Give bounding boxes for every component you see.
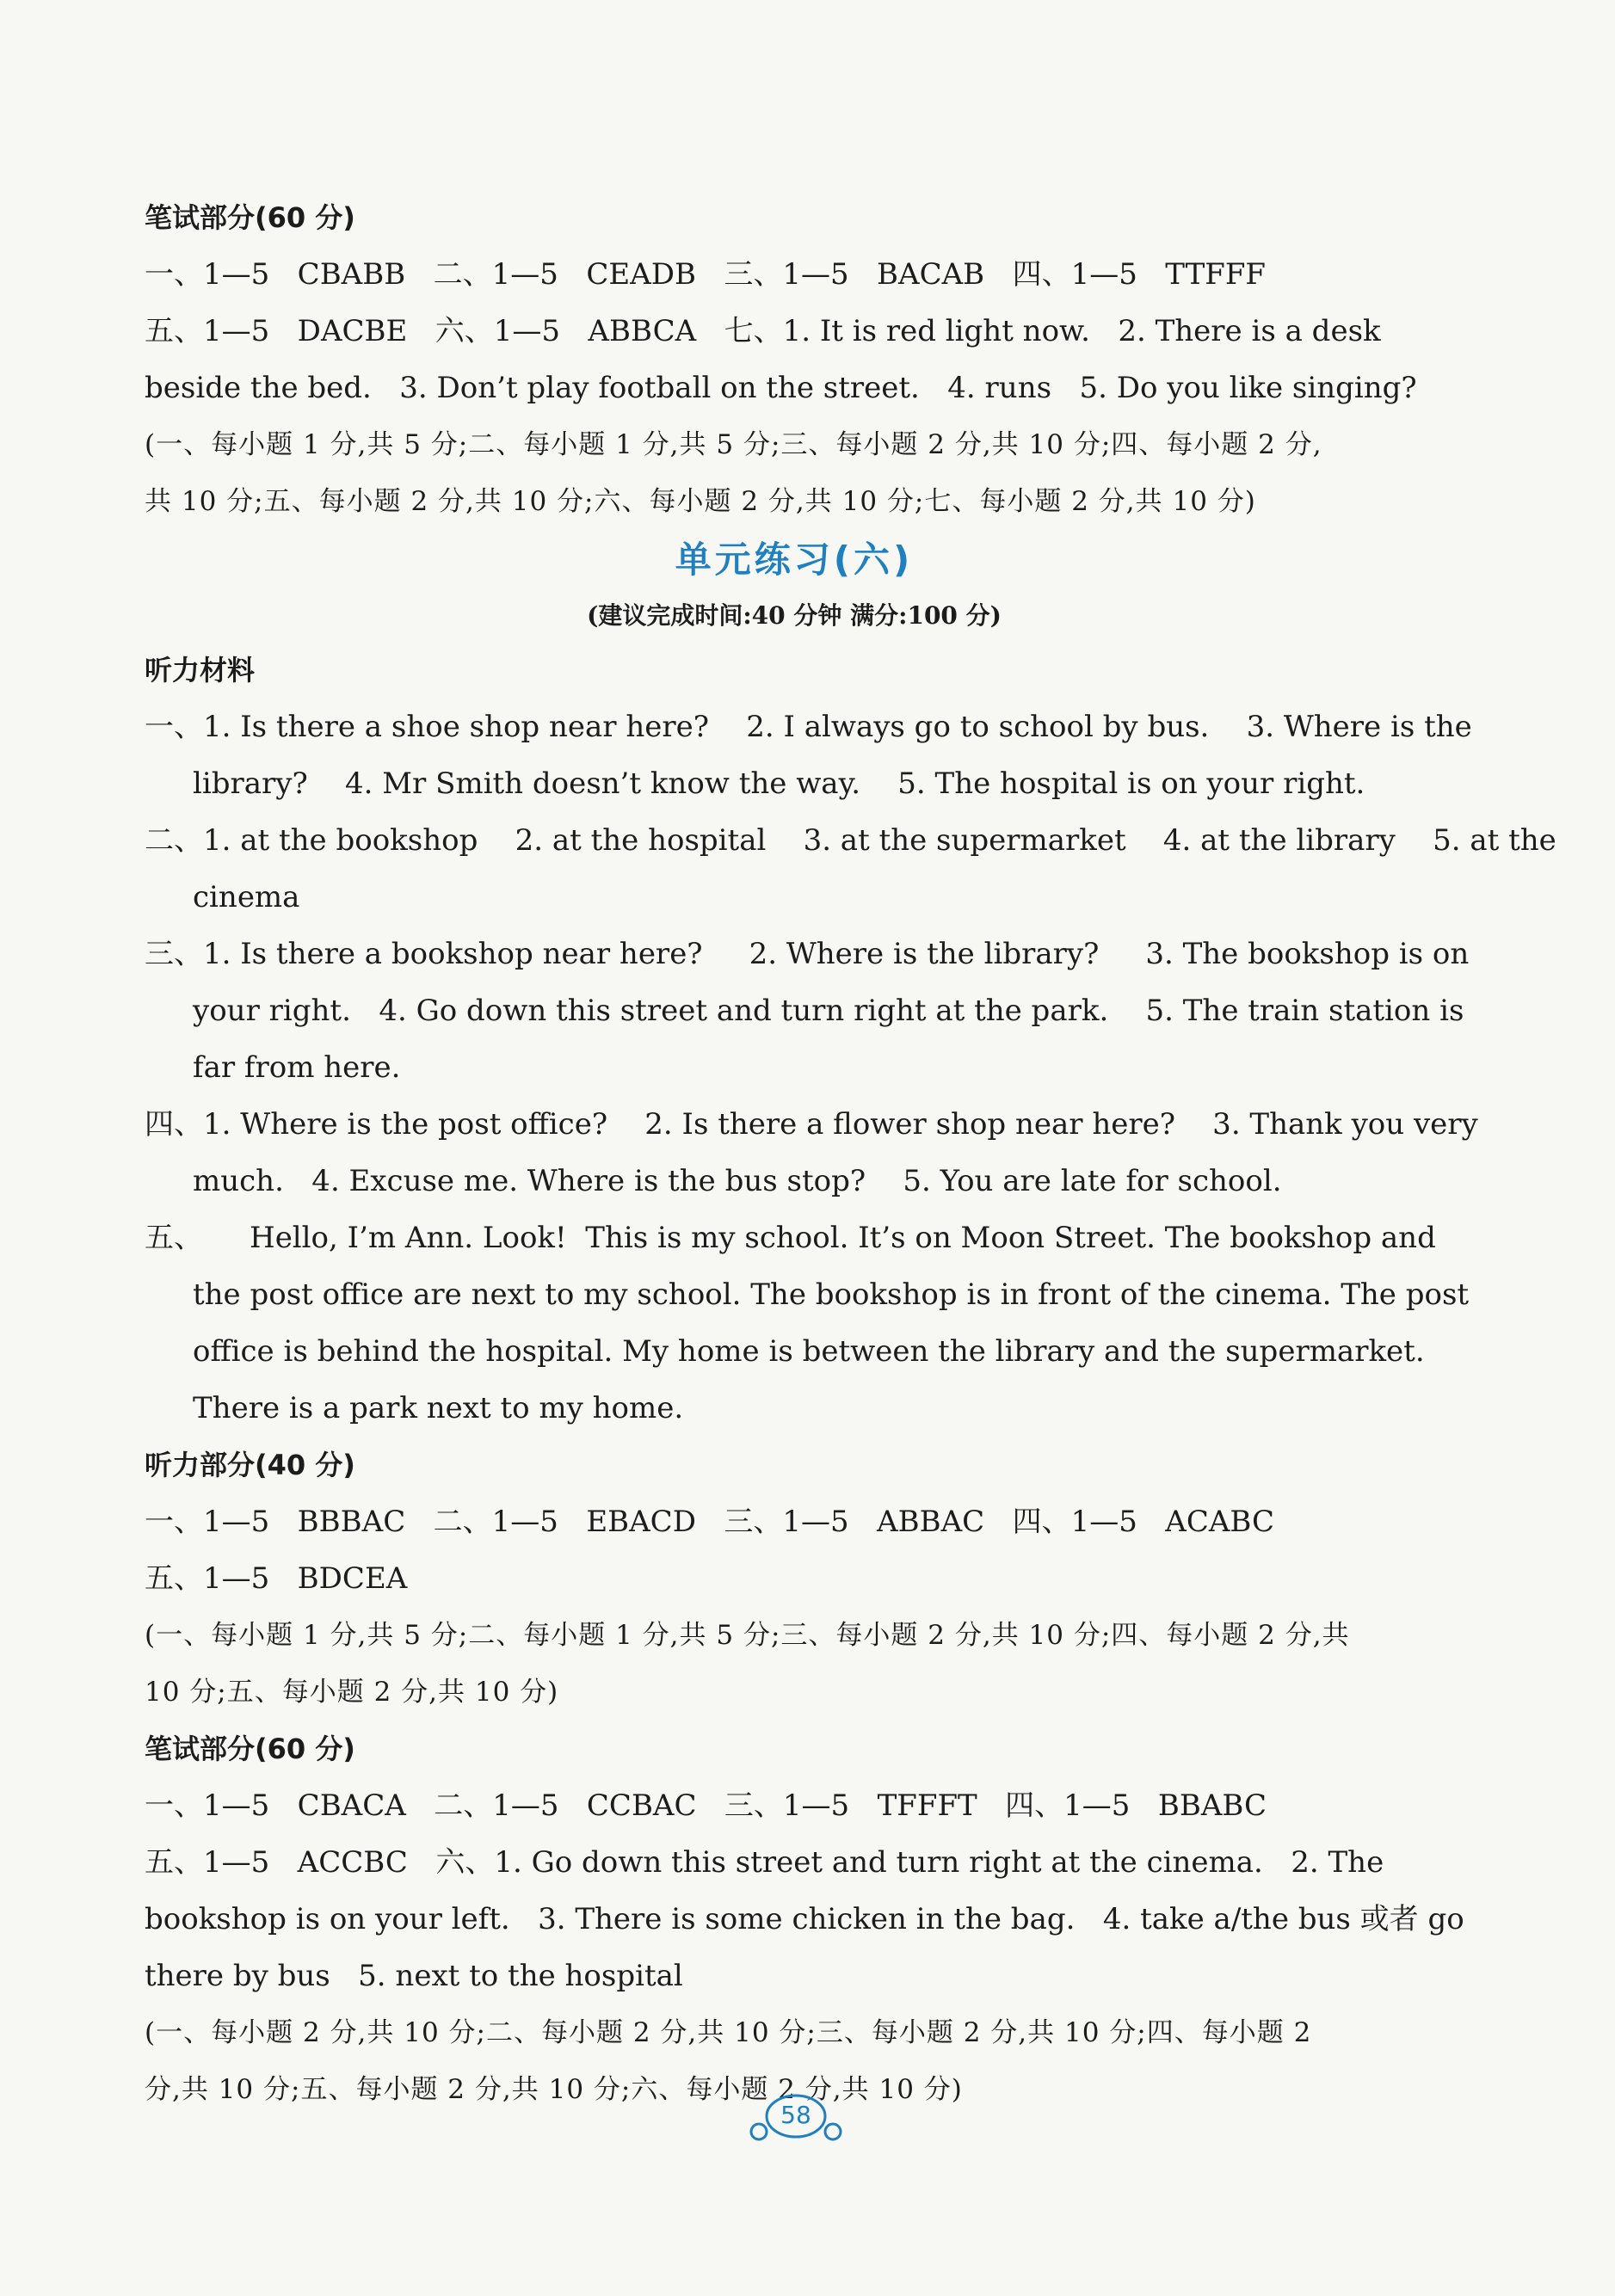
listening-material-line: 三、1. Is there a bookshop near here? 2. Where is the library? 3. The bookshop is on <box>145 937 1470 971</box>
written-section-heading: 笔试部分(60 分) <box>145 1733 355 1765</box>
scoring-line: (一、每小题 2 分,共 10 分;二、每小题 2 分,共 10 分;三、每小题 2 分,共 10 分;四、每小题 2 <box>145 2017 1312 2048</box>
listening-material-line: 五、 Hello, I’m Ann. Look! This is my school. It’s on Moon Street. The bookshop and <box>145 1221 1436 1255</box>
page-number: 58 <box>780 2101 811 2129</box>
answer-line: 五、1—5 DACBE 六、1—5 ABBCA 七、1. It is red light now. 2. There is a desk <box>145 314 1381 348</box>
listening-material-lines <box>145 699 1556 1437</box>
listening-material-line: your right. 4. Go down this street and turn right at the park. 5. The train station is <box>193 994 1464 1028</box>
listening-material-line: far from here. <box>193 1050 401 1085</box>
listening-material-line: the post office are next to my school. The bookshop is in front of the cinema. The post <box>193 1277 1470 1312</box>
answer-line: there by bus 5. next to the hospital <box>145 1959 683 1993</box>
unit-title: 单元练习(六) <box>675 539 914 581</box>
answer-line: 五、1—5 ACCBC 六、1. Go down this street and turn right at the cinema. 2. The <box>145 1845 1384 1880</box>
listening-material-line: cinema <box>193 880 300 914</box>
answer-line: 一、1—5 CBABB 二、1—5 CEADB 三、1—5 BACAB 四、1—5 TTFFF <box>145 257 1267 292</box>
answer-line: beside the bed. 3. Don’t play football on the street. 4. runs 5. Do you like singing? <box>145 371 1417 405</box>
scoring-line: (一、每小题 1 分,共 5 分;二、每小题 1 分,共 5 分;三、每小题 2 分,共 10 分;四、每小题 2 分,共 <box>145 1620 1350 1651</box>
answer-line: 一、1—5 CBACA 二、1—5 CCBAC 三、1—5 TFFFT 四、1—5 BBABC <box>145 1788 1267 1823</box>
listening-material-line: office is behind the hospital. My home is between the library and the supermarket. <box>193 1334 1425 1369</box>
listening-material-heading: 听力材料 <box>145 654 256 686</box>
scoring-line: 分,共 10 分;五、每小题 2 分,共 10 分;六、每小题 2 分,共 10 分) <box>145 2074 963 2105</box>
unit-subtitle: (建议完成时间:40 分钟 满分:100 分) <box>587 601 1002 630</box>
scoring-line: 共 10 分;五、每小题 2 分,共 10 分;六、每小题 2 分,共 10 分;七、每小题 2 分,共 10 分) <box>145 486 1256 517</box>
listening-material-line: much. 4. Excuse me. Where is the bus stop? 5. You are late for school. <box>193 1164 1282 1198</box>
listening-material-line: library? 4. Mr Smith doesn’t know the way. 5. The hospital is on your right. <box>193 766 1365 801</box>
page-content <box>145 189 1556 2118</box>
answer-line: bookshop is on your left. 3. There is some chicken in the bag. 4. take a/the bus 或者 go <box>145 1902 1464 1936</box>
page-number-badge <box>749 2090 843 2145</box>
listening-section-heading: 听力部分(40 分) <box>145 1449 355 1481</box>
listening-material-line: 一、1. Is there a shoe shop near here? 2. I always go to school by bus. 3. Where is the <box>145 710 1472 744</box>
scoring-line: 10 分;五、每小题 2 分,共 10 分) <box>145 1677 559 1708</box>
answer-line: 五、1—5 BDCEA <box>145 1561 408 1596</box>
listening-material-line: 四、1. Where is the post office? 2. Is there a flower shop near here? 3. Thank you very <box>145 1107 1478 1142</box>
listening-material-line: There is a park next to my home. <box>193 1391 684 1425</box>
answer-line: 一、1—5 BBBAC 二、1—5 EBACD 三、1—5 ABBAC 四、1—5 ACABC <box>145 1505 1275 1539</box>
listening-material-line: 二、1. at the bookshop 2. at the hospital 3. at the supermarket 4. at the library 5. at the <box>145 823 1556 858</box>
scoring-line: (一、每小题 1 分,共 5 分;二、每小题 1 分,共 5 分;三、每小题 2 分,共 10 分;四、每小题 2 分, <box>145 429 1322 460</box>
written-section-heading: 笔试部分(60 分) <box>145 201 355 234</box>
